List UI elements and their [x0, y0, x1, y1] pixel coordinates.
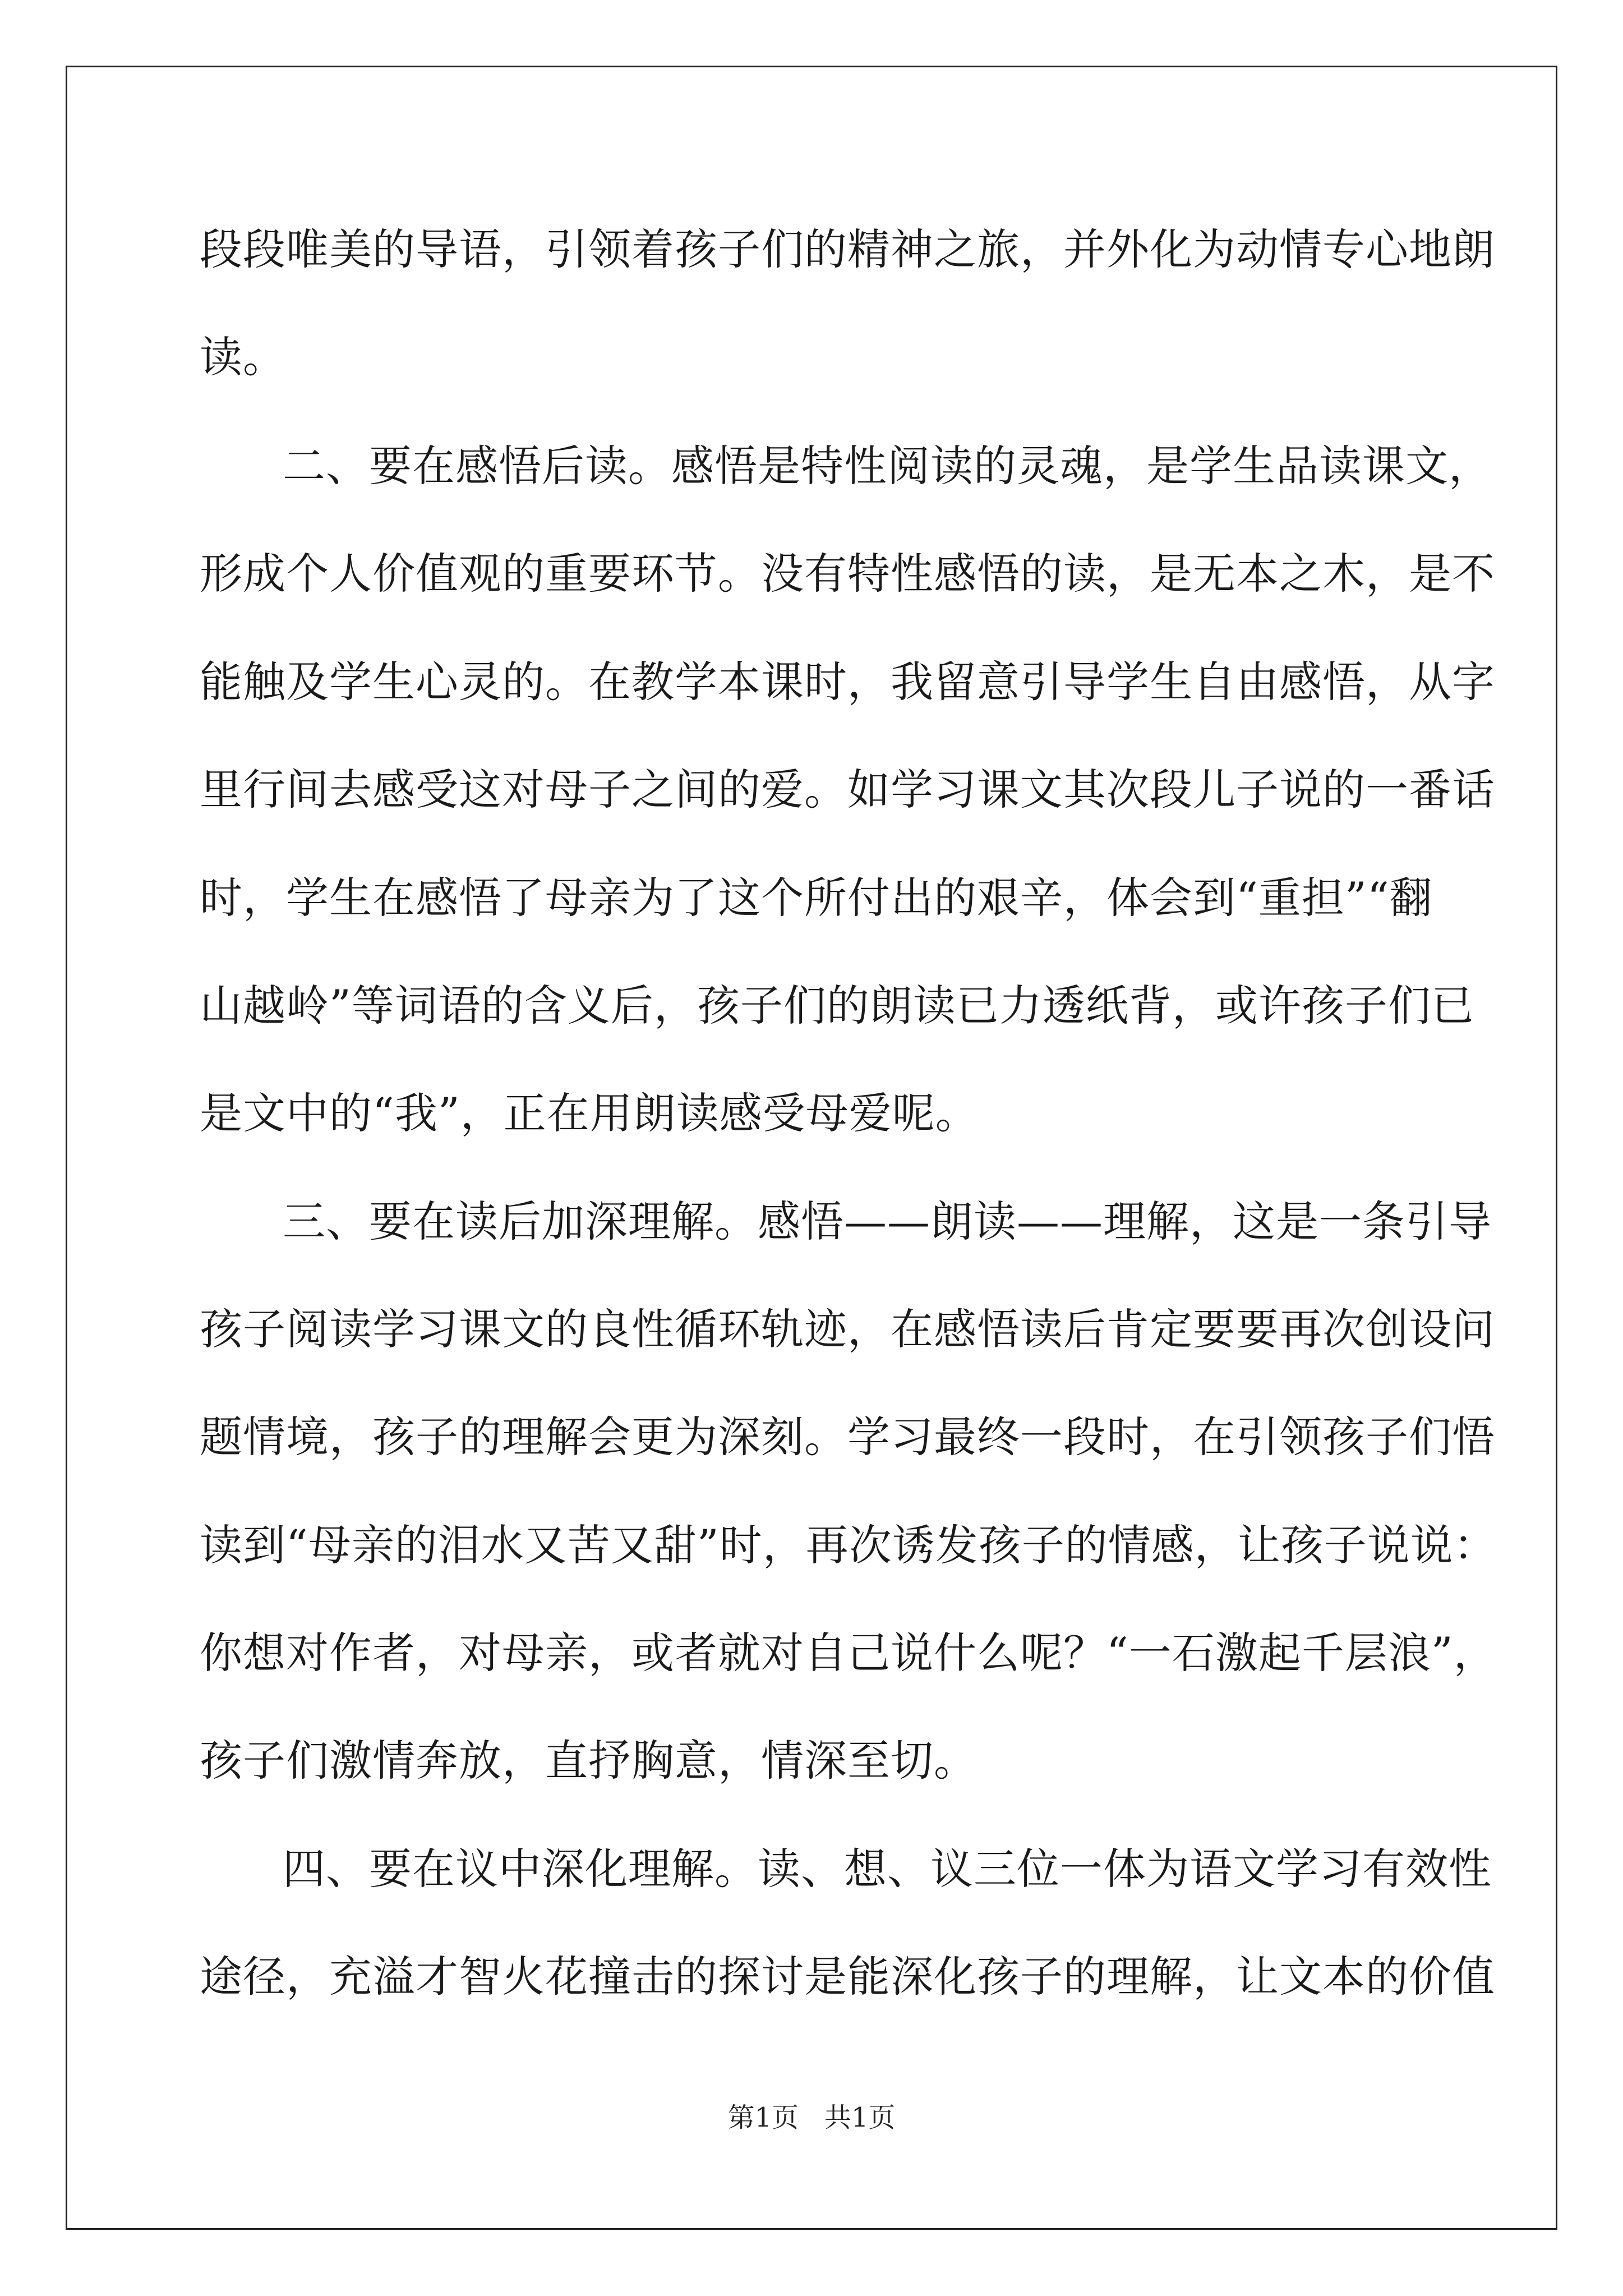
body-line: 读到“母亲的泪水又苦又甜”时，再次诱发孩子的情感，让孩子说说：	[200, 1520, 1497, 1570]
body-line: 孩子们激情奔放，直抒胸意，情深至切。	[200, 1736, 977, 1786]
body-line: 读。	[200, 332, 286, 382]
page-border	[66, 66, 1557, 2230]
body-line: 段段唯美的导语，引领着孩子们的精神之旅，并外化为动情专心地朗	[200, 224, 1495, 274]
body-line: 题情境，孩子的理解会更为深刻。学习最终一段时，在引领孩子们悟	[200, 1412, 1495, 1462]
body-line: 形成个人价值观的重要环节。没有特性感悟的读，是无本之木，是不	[200, 549, 1495, 599]
body-line: 途径，充溢才智火花撞击的探讨是能深化孩子的理解，让文本的价值	[200, 1952, 1495, 2001]
body-line: 你想对作者，对母亲，或者就对自己说什么呢？“一石激起千层浪”，	[200, 1628, 1497, 1678]
page-footer: 第1页 共1页	[727, 2102, 896, 2133]
paragraph-first-line: 二、要在感悟后读。感悟是特性阅读的灵魂，是学生品读课文，	[283, 441, 1492, 491]
body-line: 孩子阅读学习课文的良性循环轨迹，在感悟读后肯定要要再次创设问	[200, 1304, 1495, 1354]
paragraph-first-line: 四、要在议中深化理解。读、想、议三位一体为语文学习有效性	[283, 1844, 1492, 1894]
body-line: 是文中的“我”，正在用朗读感受母爱呢。	[200, 1088, 979, 1138]
body-line: 里行间去感受这对母子之间的爱。如学习课文其次段儿子说的一番话	[200, 765, 1495, 815]
body-line: 山越岭”等词语的含义后，孩子们的朗读已力透纸背，或许孩子们已	[200, 981, 1474, 1030]
body-line: 时，学生在感悟了母亲为了这个所付出的艰辛，体会到“重担”“翻	[200, 873, 1433, 923]
paragraph-first-line: 三、要在读后加深理解。感悟——朗读——理解，这是一条引导	[283, 1197, 1492, 1246]
body-line: 能触及学生心灵的。在教学本课时，我留意引导学生自由感悟，从字	[200, 657, 1495, 707]
